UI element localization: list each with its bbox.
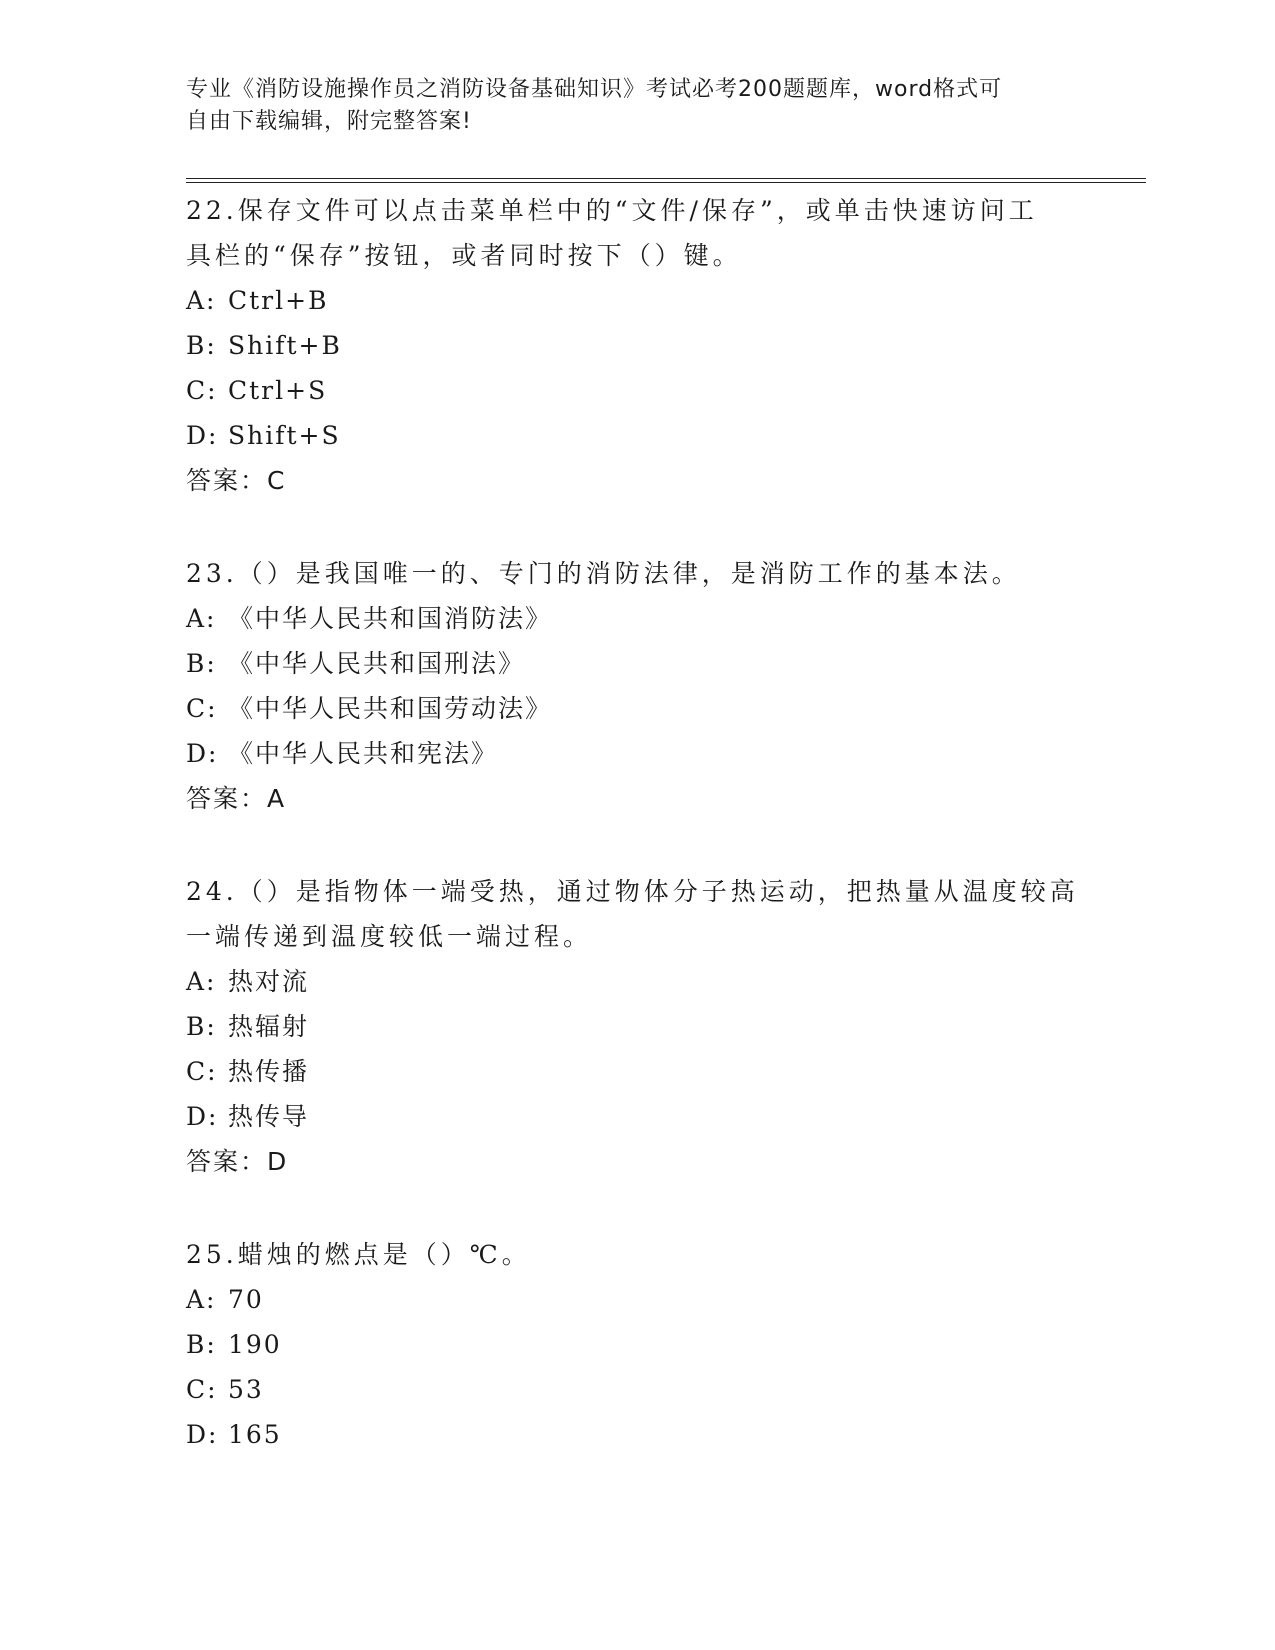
- option-d: [186, 413, 1086, 458]
- option-key: D:: [186, 1102, 219, 1131]
- option-key: C:: [186, 376, 218, 405]
- question-stem: [186, 551, 1086, 596]
- answer-line: 答案：C: [186, 466, 287, 495]
- question-25: [186, 1232, 1086, 1457]
- stem-line: 24.（）是指物体一端受热，通过物体分子热运动，把热量从温度较高: [186, 877, 1079, 906]
- header-divider-bottom: [186, 182, 1146, 183]
- option-d: [186, 731, 1086, 776]
- option-a: [186, 596, 1086, 641]
- option-key: A:: [186, 967, 217, 996]
- question-24: [186, 869, 1086, 1184]
- question-stem: [186, 1232, 1086, 1277]
- option-text: 热传播: [228, 1057, 310, 1086]
- answer-line: 答案：D: [186, 1147, 289, 1176]
- option-c: [186, 686, 1086, 731]
- option-key: D:: [186, 1420, 219, 1449]
- stem-line: 25.蜡烛的燃点是（）℃。: [186, 1240, 531, 1269]
- question-23: [186, 551, 1086, 821]
- header-line-1: 专业《消防设施操作员之消防设备基础知识》考试必考200题题库，word格式可: [186, 77, 1003, 102]
- option-text: 53: [228, 1375, 264, 1404]
- option-a: [186, 959, 1086, 1004]
- option-d: [186, 1412, 1086, 1457]
- option-key: A:: [186, 286, 217, 315]
- option-b: [186, 1004, 1086, 1049]
- option-text: 热对流: [228, 967, 310, 996]
- option-b: [186, 323, 1086, 368]
- option-text: 热辐射: [228, 1012, 310, 1041]
- option-b: [186, 1322, 1086, 1367]
- option-text: 《中华人民共和宪法》: [228, 739, 499, 768]
- stem-line: 23.（）是我国唯一的、专门的消防法律，是消防工作的基本法。: [186, 559, 1021, 588]
- option-text: 190: [228, 1330, 282, 1359]
- header-divider-top: [186, 178, 1146, 179]
- option-key: C:: [186, 1057, 218, 1086]
- option-key: D:: [186, 739, 219, 768]
- option-key: B:: [186, 331, 217, 360]
- option-text: Shift+S: [228, 421, 341, 450]
- header-line-2: 自由下载编辑，附完整答案!: [186, 109, 472, 134]
- option-key: B:: [186, 649, 217, 678]
- option-b: [186, 641, 1086, 686]
- answer-line: 答案：A: [186, 784, 287, 813]
- option-c: [186, 1049, 1086, 1094]
- option-text: 热传导: [228, 1102, 310, 1131]
- option-text: 165: [228, 1420, 282, 1449]
- option-text: Shift+B: [228, 331, 342, 360]
- option-text: 《中华人民共和国刑法》: [228, 649, 526, 678]
- option-key: A:: [186, 1285, 217, 1314]
- stem-line: 22.保存文件可以点击菜单栏中的“文件/保存”，或单击快速访问工: [186, 196, 1038, 225]
- option-text: 《中华人民共和国消防法》: [228, 604, 553, 633]
- option-key: D:: [186, 421, 219, 450]
- question-list: [186, 188, 1086, 1505]
- question-22: [186, 188, 1086, 503]
- option-text: Ctrl+S: [228, 376, 328, 405]
- option-key: A:: [186, 604, 217, 633]
- stem-line: 具栏的“保存”按钮，或者同时按下（）键。: [186, 241, 742, 270]
- option-key: C:: [186, 1375, 218, 1404]
- question-stem: [186, 869, 1086, 959]
- option-text: 《中华人民共和国劳动法》: [228, 694, 553, 723]
- option-key: B:: [186, 1012, 217, 1041]
- question-stem: [186, 188, 1086, 278]
- option-d: [186, 1094, 1086, 1139]
- option-c: [186, 1367, 1086, 1412]
- option-a: [186, 278, 1086, 323]
- option-text: 70: [228, 1285, 264, 1314]
- option-text: Ctrl+B: [228, 286, 329, 315]
- option-key: B:: [186, 1330, 217, 1359]
- option-c: [186, 368, 1086, 413]
- stem-line: 一端传递到温度较低一端过程。: [186, 922, 593, 951]
- document-header: [186, 74, 1086, 138]
- option-a: [186, 1277, 1086, 1322]
- option-key: C:: [186, 694, 218, 723]
